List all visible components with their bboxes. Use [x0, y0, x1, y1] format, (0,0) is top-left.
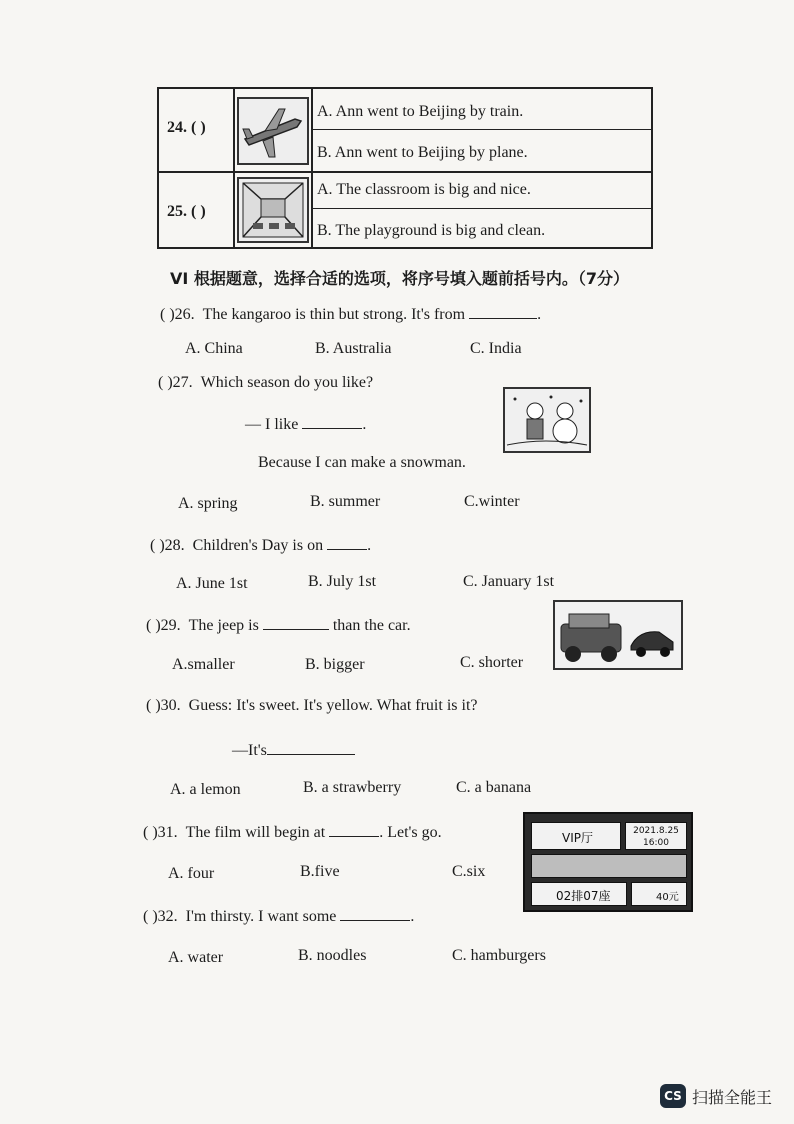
- option: A. June 1st: [176, 575, 248, 592]
- scanner-watermark: [660, 1083, 772, 1109]
- answer-bracket[interactable]: ( ): [146, 617, 161, 634]
- question-28: ( )28. Children's Day is on .: [150, 537, 372, 554]
- answer-bracket[interactable]: ( ): [146, 697, 161, 714]
- option: C.six: [452, 863, 486, 880]
- table-col-divider: [311, 89, 313, 247]
- answer-blank[interactable]: [327, 535, 367, 550]
- ticket-film-info: [531, 854, 687, 878]
- watermark-text: 扫描全能王: [692, 1087, 773, 1107]
- answer-blank[interactable]: [263, 615, 329, 630]
- movie-ticket: [523, 812, 693, 912]
- picture-question-table: [157, 87, 653, 249]
- question-29: ( )29. The jeep is than the car.: [146, 617, 411, 634]
- answer-bracket[interactable]: ( ): [150, 537, 165, 554]
- question-27-answer-line: — I like .: [245, 416, 367, 433]
- question-30: ( )30. Guess: It's sweet. It's yellow. What fruit is it?: [146, 697, 478, 714]
- option: C. shorter: [460, 654, 524, 671]
- question-30-answer-line: —It's: [232, 740, 355, 760]
- question-32: ( )32. I'm thirsty. I want some .: [143, 908, 415, 925]
- table-sub-divider: [312, 208, 651, 209]
- option: B. bigger: [305, 656, 365, 673]
- classroom-icon: [237, 177, 309, 243]
- ticket-price: 40元: [631, 882, 687, 906]
- airplane-icon: [237, 97, 309, 165]
- option: C. a banana: [456, 779, 532, 796]
- option: B. July 1st: [308, 573, 377, 590]
- question-31: ( )31. The film will begin at . Let's go.: [143, 824, 442, 841]
- question-25-number: 25. ( ): [167, 203, 206, 220]
- table-col-divider: [233, 89, 235, 247]
- answer-bracket[interactable]: ( ): [143, 908, 158, 925]
- camscanner-logo-icon: CS: [660, 1084, 686, 1108]
- question-26: ( )26. The kangaroo is thin but strong. It's from .: [160, 306, 542, 323]
- option: C. India: [470, 340, 522, 357]
- ticket-datetime: 2021.8.25 16:00: [625, 822, 687, 850]
- answer-bracket[interactable]: ( ): [191, 119, 206, 136]
- option: B.five: [300, 863, 340, 880]
- question-24-number: 24. ( ): [167, 119, 206, 136]
- question-27-reason: Because I can make a snowman.: [258, 454, 466, 471]
- answer-blank[interactable]: [302, 414, 362, 429]
- option: A. China: [185, 340, 243, 357]
- option: A. water: [168, 949, 224, 966]
- option: A.smaller: [172, 656, 235, 673]
- option: C. hamburgers: [452, 947, 546, 964]
- ticket-seat: 02排07座: [531, 882, 627, 906]
- answer-bracket[interactable]: ( ): [143, 824, 158, 841]
- question-27: ( )27. Which season do you like?: [158, 374, 374, 391]
- ticket-hall: VIP厅: [531, 822, 621, 850]
- table-sub-divider: [312, 129, 651, 130]
- option-24-b: B. Ann went to Beijing by plane.: [317, 144, 528, 161]
- option: B. noodles: [298, 947, 367, 964]
- answer-bracket[interactable]: ( ): [160, 306, 175, 323]
- option: C.winter: [464, 493, 520, 510]
- option: B. Australia: [315, 340, 392, 357]
- option: B. a strawberry: [303, 779, 402, 796]
- answer-bracket[interactable]: ( ): [191, 203, 206, 220]
- option: A. a lemon: [170, 781, 241, 798]
- snowman-picture: [503, 387, 591, 453]
- answer-bracket[interactable]: ( ): [158, 374, 173, 391]
- option: B. summer: [310, 493, 381, 510]
- answer-blank[interactable]: [329, 822, 379, 837]
- answer-blank[interactable]: [340, 906, 410, 921]
- option-25-a: A. The classroom is big and nice.: [317, 181, 531, 198]
- option-25-b: B. The playground is big and clean.: [317, 222, 546, 239]
- section-heading: VI 根据题意，选择合适的选项，将序号填入题前括号内。（7分）: [170, 269, 630, 288]
- answer-blank[interactable]: [469, 304, 537, 319]
- option-24-a: A. Ann went to Beijing by train.: [317, 103, 524, 120]
- option: A. spring: [178, 495, 238, 512]
- option: C. January 1st: [463, 573, 555, 590]
- answer-blank[interactable]: [267, 740, 355, 755]
- option: A. four: [168, 865, 215, 882]
- jeep-car-picture: [553, 600, 683, 670]
